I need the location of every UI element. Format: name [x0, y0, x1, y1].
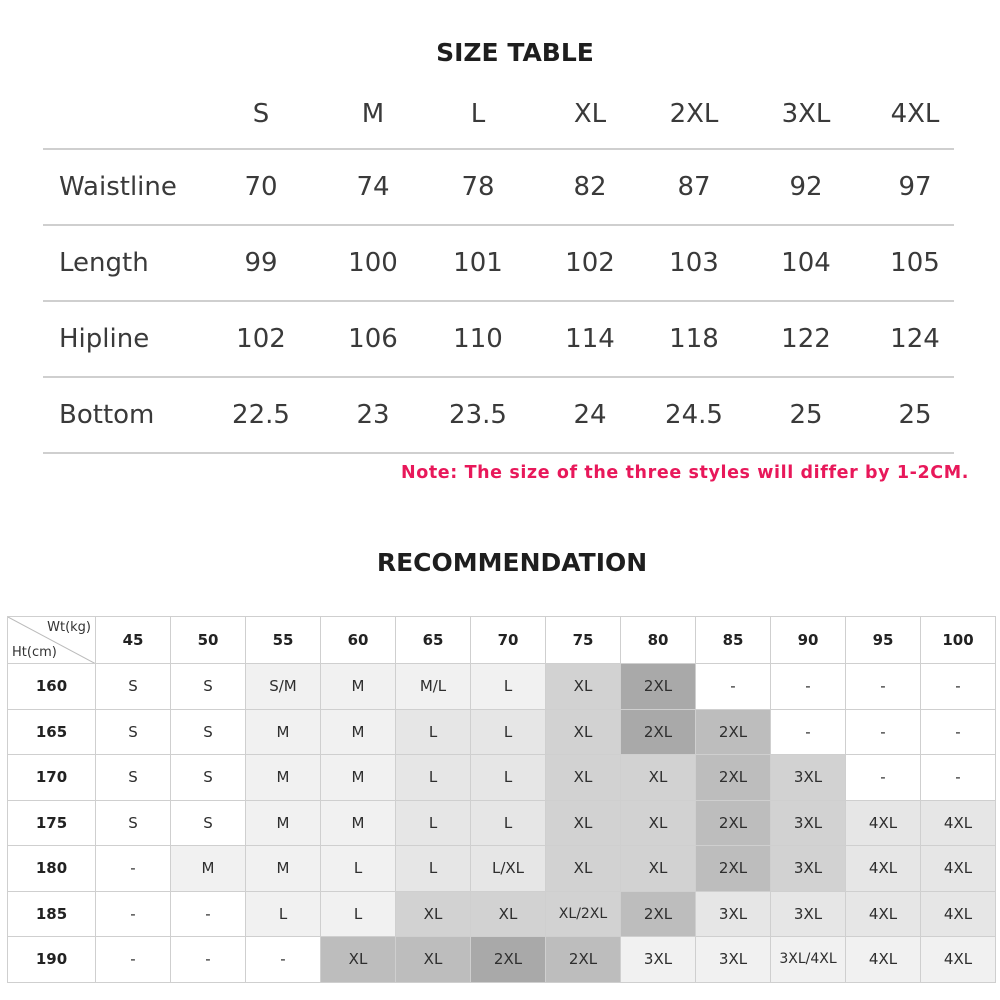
recommendation-cell: 4XL: [921, 801, 996, 847]
recommendation-cell: XL: [546, 755, 621, 801]
recommendation-cell: 4XL: [846, 846, 921, 892]
recommendation-cell: XL: [546, 710, 621, 756]
height-header-cell: 170: [8, 755, 96, 801]
size-cell: 110: [453, 324, 503, 354]
weight-header-cell: 95: [846, 617, 921, 664]
recommendation-cell: 4XL: [846, 801, 921, 847]
size-note: Note: The size of the three styles will differ by 1-2CM.: [400, 463, 969, 483]
size-row: [43, 150, 954, 226]
recommendation-cell: -: [846, 710, 921, 756]
size-cell: 102: [236, 324, 286, 354]
recommendation-cell: XL: [621, 755, 696, 801]
size-cell: 23: [356, 400, 390, 430]
size-header-cell: XL: [573, 99, 607, 129]
recommendation-cell: M: [171, 846, 246, 892]
size-cell: 124: [890, 324, 940, 354]
recommendation-cell: L: [471, 801, 546, 847]
recommendation-cell: -: [96, 846, 171, 892]
height-header-cell: 180: [8, 846, 96, 892]
size-cell: 25: [898, 400, 932, 430]
size-header-row: [43, 80, 954, 150]
size-cell: 103: [669, 248, 719, 278]
size-row-label: Bottom: [59, 400, 155, 430]
size-cell: 87: [677, 172, 711, 202]
corner-header-cell: [8, 617, 96, 664]
recommendation-cell: 3XL/4XL: [771, 937, 846, 983]
size-cell: 106: [348, 324, 398, 354]
weight-header-cell: 55: [246, 617, 321, 664]
recommendation-title: RECOMMENDATION: [376, 548, 648, 577]
recommendation-cell: -: [921, 664, 996, 710]
recommendation-cell: -: [921, 710, 996, 756]
recommendation-cell: L: [321, 846, 396, 892]
recommendation-cell: 3XL: [696, 937, 771, 983]
size-cell: 92: [789, 172, 823, 202]
recommendation-cell: 3XL: [621, 937, 696, 983]
recommendation-cell: 2XL: [696, 710, 771, 756]
recommendation-cell: L: [246, 892, 321, 938]
height-header-cell: 185: [8, 892, 96, 938]
size-row-label: Hipline: [59, 324, 150, 354]
recommendation-cell: 2XL: [621, 664, 696, 710]
recommendation-cell: XL: [621, 801, 696, 847]
recommendation-cell: XL: [396, 892, 471, 938]
recommendation-cell: S: [96, 801, 171, 847]
height-axis-label: Ht(cm): [12, 645, 57, 660]
recommendation-cell: XL: [396, 937, 471, 983]
height-header-cell: 165: [8, 710, 96, 756]
size-table-title: SIZE TABLE: [436, 38, 594, 67]
recommendation-cell: S: [96, 755, 171, 801]
recommendation-cell: -: [96, 937, 171, 983]
recommendation-cell: 3XL: [771, 755, 846, 801]
recommendation-cell: 3XL: [771, 846, 846, 892]
recommendation-cell: M: [321, 664, 396, 710]
size-row: [43, 226, 954, 302]
recommendation-cell: XL: [621, 846, 696, 892]
recommendation-cell: L: [471, 710, 546, 756]
size-header-cell: S: [252, 99, 270, 129]
size-cell: 70: [244, 172, 278, 202]
size-header-cell: 3XL: [781, 99, 831, 129]
size-cell: 104: [781, 248, 831, 278]
weight-header-cell: 45: [96, 617, 171, 664]
recommendation-cell: 4XL: [921, 937, 996, 983]
recommendation-cell: 3XL: [771, 892, 846, 938]
size-row: [43, 302, 954, 378]
size-cell: 22.5: [232, 400, 290, 430]
recommendation-cell: L: [396, 846, 471, 892]
weight-axis-label: Wt(kg): [47, 620, 91, 635]
weight-header-cell: 80: [621, 617, 696, 664]
recommendation-cell: L: [321, 892, 396, 938]
size-cell: 78: [461, 172, 495, 202]
size-cell: 24.5: [665, 400, 723, 430]
size-cell: 118: [669, 324, 719, 354]
recommendation-cell: 2XL: [546, 937, 621, 983]
recommendation-cell: L: [396, 801, 471, 847]
size-cell: 23.5: [449, 400, 507, 430]
recommendation-cell: 3XL: [771, 801, 846, 847]
recommendation-cell: M: [246, 801, 321, 847]
size-cell: 24: [573, 400, 607, 430]
recommendation-cell: 2XL: [696, 755, 771, 801]
size-row-label: Length: [59, 248, 149, 278]
recommendation-cell: 2XL: [696, 846, 771, 892]
recommendation-cell: 2XL: [471, 937, 546, 983]
recommendation-cell: S: [171, 710, 246, 756]
recommendation-cell: -: [846, 664, 921, 710]
weight-header-cell: 90: [771, 617, 846, 664]
size-cell: 99: [244, 248, 278, 278]
recommendation-cell: XL: [546, 801, 621, 847]
size-row: [43, 378, 954, 454]
recommendation-cell: XL: [471, 892, 546, 938]
size-cell: 105: [890, 248, 940, 278]
recommendation-cell: XL: [321, 937, 396, 983]
recommendation-cell: M: [246, 755, 321, 801]
recommendation-cell: -: [696, 664, 771, 710]
recommendation-cell: M: [246, 846, 321, 892]
size-table: [43, 80, 954, 454]
size-cell: 122: [781, 324, 831, 354]
size-header-cell: 4XL: [890, 99, 940, 129]
recommendation-cell: XL: [546, 846, 621, 892]
recommendation-cell: -: [771, 710, 846, 756]
recommendation-cell: XL/2XL: [546, 892, 621, 938]
weight-header-cell: 75: [546, 617, 621, 664]
recommendation-cell: M: [321, 755, 396, 801]
recommendation-cell: 4XL: [846, 892, 921, 938]
recommendation-cell: 2XL: [621, 892, 696, 938]
size-cell: 74: [356, 172, 390, 202]
size-row-label: Waistline: [59, 172, 177, 202]
size-cell: 97: [898, 172, 932, 202]
recommendation-cell: M: [321, 710, 396, 756]
recommendation-cell: -: [96, 892, 171, 938]
recommendation-cell: -: [846, 755, 921, 801]
recommendation-cell: -: [771, 664, 846, 710]
size-header-cell: L: [470, 99, 486, 129]
recommendation-cell: -: [171, 937, 246, 983]
size-cell: 102: [565, 248, 615, 278]
weight-header-cell: 60: [321, 617, 396, 664]
weight-header-cell: 50: [171, 617, 246, 664]
recommendation-cell: S: [171, 664, 246, 710]
recommendation-cell: 2XL: [696, 801, 771, 847]
recommendation-cell: -: [921, 755, 996, 801]
recommendation-cell: M: [321, 801, 396, 847]
weight-header-cell: 65: [396, 617, 471, 664]
recommendation-grid: [7, 616, 996, 983]
recommendation-cell: S: [96, 710, 171, 756]
height-header-cell: 190: [8, 937, 96, 983]
recommendation-cell: S: [171, 755, 246, 801]
weight-header-cell: 100: [921, 617, 996, 664]
recommendation-cell: L: [396, 755, 471, 801]
recommendation-cell: L: [396, 710, 471, 756]
recommendation-cell: 3XL: [696, 892, 771, 938]
recommendation-cell: 4XL: [921, 846, 996, 892]
recommendation-cell: M: [246, 710, 321, 756]
height-header-cell: 175: [8, 801, 96, 847]
recommendation-cell: -: [246, 937, 321, 983]
recommendation-cell: L: [471, 755, 546, 801]
size-cell: 82: [573, 172, 607, 202]
size-cell: 25: [789, 400, 823, 430]
size-cell: 100: [348, 248, 398, 278]
size-header-cell: M: [361, 99, 385, 129]
recommendation-cell: 4XL: [846, 937, 921, 983]
weight-header-cell: 85: [696, 617, 771, 664]
recommendation-cell: L/XL: [471, 846, 546, 892]
size-cell: 101: [453, 248, 503, 278]
recommendation-cell: -: [171, 892, 246, 938]
size-header-cell: 2XL: [669, 99, 719, 129]
recommendation-cell: S/M: [246, 664, 321, 710]
size-cell: 114: [565, 324, 615, 354]
recommendation-cell: 4XL: [921, 892, 996, 938]
recommendation-cell: L: [471, 664, 546, 710]
recommendation-cell: S: [171, 801, 246, 847]
recommendation-cell: M/L: [396, 664, 471, 710]
height-header-cell: 160: [8, 664, 96, 710]
recommendation-cell: XL: [546, 664, 621, 710]
recommendation-cell: 2XL: [621, 710, 696, 756]
weight-header-cell: 70: [471, 617, 546, 664]
recommendation-cell: S: [96, 664, 171, 710]
